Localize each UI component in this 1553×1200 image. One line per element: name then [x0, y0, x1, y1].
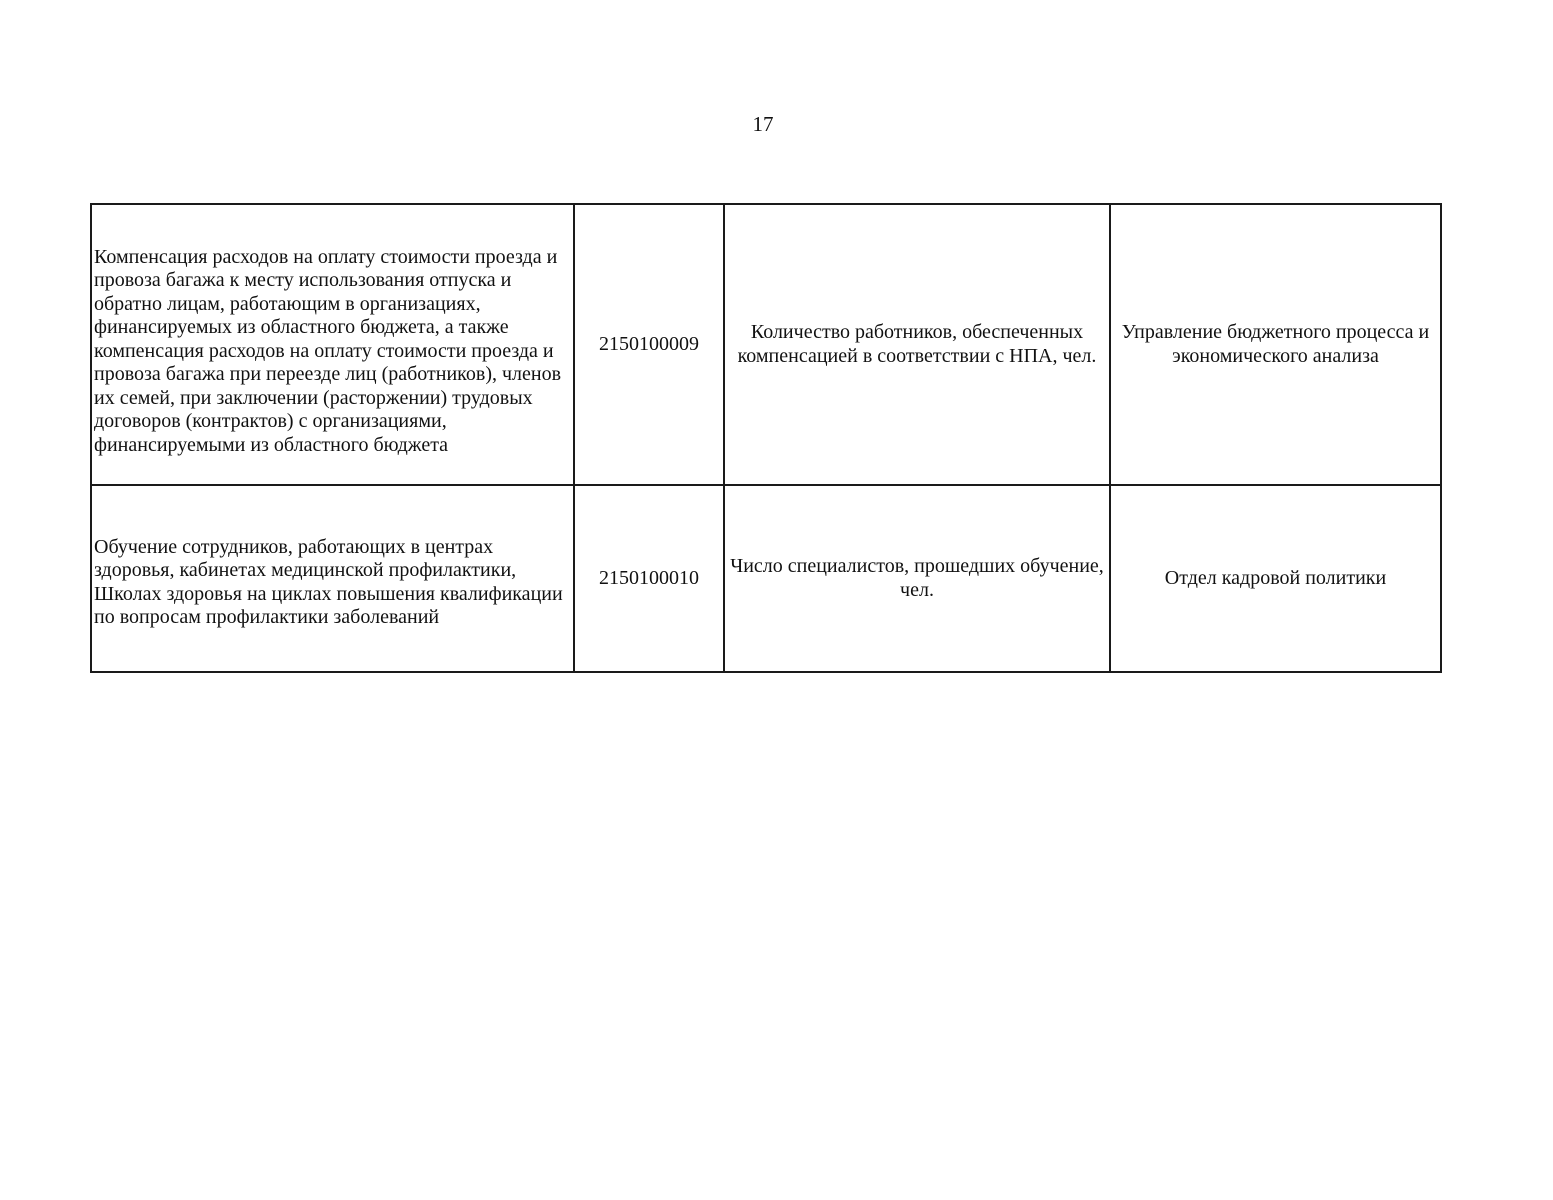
table-row: [91, 204, 1441, 485]
responsible-department-cell: Управление бюджетного процесса и экономического анализа: [1110, 204, 1441, 485]
responsible-department-cell: Отдел кадровой политики: [1110, 485, 1441, 672]
page-number: 17: [752, 112, 774, 136]
indicator-cell: Количество работников, обеспеченных компенсацией в соответствии с НПА, чел.: [724, 204, 1110, 485]
measures-table: [90, 203, 1442, 673]
measure-name-cell: Обучение сотрудников, работающих в центрах здоровья, кабинетах медицинской профилактики, Школах здоровья на циклах повышения квалификации по вопросам профилактики заболеваний: [91, 485, 574, 672]
indicator-cell: Число специалистов, прошедших обучение, чел.: [724, 485, 1110, 672]
measure-code-cell: 2150100010: [574, 485, 724, 672]
measure-code-cell: 2150100009: [574, 204, 724, 485]
measure-name-cell: Компенсация расходов на оплату стоимости проезда и провоза багажа к месту использования отпуска и обратно лицам, работающим в организациях, финансируемых из областного бюджета, а также компенсация расходов на оплату стоимости проезда и провоза багажа при переезде лиц (работников), членов их семей, при заключении (расторжении) трудовых договоров (контрактов) с организациями, финансируемыми из областного бюджета: [91, 204, 574, 485]
table-row: [91, 485, 1441, 672]
